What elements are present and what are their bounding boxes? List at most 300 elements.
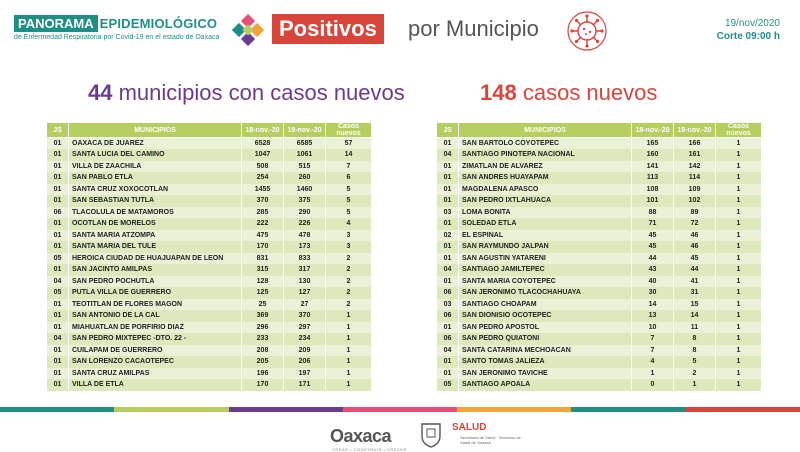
row-municipio: SAN PEDRO MIXTEPEC -DTO. 22 - <box>69 333 242 345</box>
row-18nov: 113 <box>632 172 674 184</box>
municipios-text: municipios con casos nuevos <box>118 80 405 105</box>
col-casos-nuevos: Casos nuevos <box>716 123 762 138</box>
row-18nov: 141 <box>632 161 674 173</box>
row-19nov: 833 <box>284 253 326 265</box>
row-19nov: 166 <box>674 138 716 150</box>
row-18nov: 40 <box>632 276 674 288</box>
row-19nov: 234 <box>284 333 326 345</box>
salud-logo: SALUD <box>452 422 487 433</box>
row-municipio: MAGDALENA APASCO <box>459 184 632 196</box>
row-casos-nuevos: 1 <box>326 368 372 380</box>
table-row <box>47 241 372 253</box>
row-18nov: 1 <box>632 368 674 380</box>
row-19nov: 114 <box>674 172 716 184</box>
oaxaca-tagline: CREAR • CONSTRUIR • CRECER <box>332 447 407 452</box>
por-municipio-label: por Municipio <box>408 16 539 41</box>
table-row <box>47 345 372 357</box>
row-municipio: EL ESPINAL <box>459 230 632 242</box>
table-row <box>437 253 762 265</box>
row-js: 06 <box>437 310 459 322</box>
row-casos-nuevos: 1 <box>326 310 372 322</box>
table-row <box>47 149 372 161</box>
row-municipio: SOLEDAD ETLA <box>459 218 632 230</box>
row-js: 01 <box>437 253 459 265</box>
table-row <box>437 322 762 334</box>
row-municipio: HEROICA CIUDAD DE HUAJUAPAN DE LEON <box>69 253 242 265</box>
brand-logo <box>14 15 219 41</box>
row-casos-nuevos: 1 <box>716 184 762 196</box>
row-casos-nuevos: 2 <box>326 276 372 288</box>
row-19nov: 297 <box>284 322 326 334</box>
table-row <box>47 138 372 150</box>
row-18nov: 71 <box>632 218 674 230</box>
row-19nov: 14 <box>674 310 716 322</box>
row-js: 05 <box>437 379 459 391</box>
row-18nov: 6528 <box>242 138 284 150</box>
table-row <box>437 345 762 357</box>
col-casos-nuevos: Casos nuevos <box>326 123 372 138</box>
row-municipio: SAN PEDRO POCHUTLA <box>69 276 242 288</box>
row-casos-nuevos: 1 <box>716 264 762 276</box>
table-row <box>47 264 372 276</box>
row-js: 04 <box>437 149 459 161</box>
row-19nov: 109 <box>674 184 716 196</box>
table-row <box>437 218 762 230</box>
table-row <box>437 241 762 253</box>
row-18nov: 108 <box>632 184 674 196</box>
row-js: 01 <box>437 322 459 334</box>
row-js: 01 <box>47 218 69 230</box>
table-row <box>47 276 372 288</box>
row-19nov: 72 <box>674 218 716 230</box>
col-19nov: 19-nov.-20 <box>284 123 326 138</box>
row-18nov: 369 <box>242 310 284 322</box>
row-casos-nuevos: 1 <box>716 161 762 173</box>
row-casos-nuevos: 1 <box>716 322 762 334</box>
table-row <box>437 184 762 196</box>
table-row <box>437 310 762 322</box>
row-municipio: SANTA CATARINA MECHOACAN <box>459 345 632 357</box>
row-casos-nuevos: 1 <box>716 368 762 380</box>
row-18nov: 508 <box>242 161 284 173</box>
row-19nov: 142 <box>674 161 716 173</box>
table-row <box>437 230 762 242</box>
row-19nov: 1 <box>674 379 716 391</box>
footer <box>0 412 800 452</box>
col-js: JS <box>437 123 459 138</box>
row-19nov: 171 <box>284 379 326 391</box>
left-table-body <box>47 138 372 391</box>
row-19nov: 1460 <box>284 184 326 196</box>
row-casos-nuevos: 1 <box>716 230 762 242</box>
row-js: 01 <box>47 172 69 184</box>
row-casos-nuevos: 5 <box>326 195 372 207</box>
table-row <box>47 195 372 207</box>
row-js: 01 <box>437 241 459 253</box>
row-18nov: 370 <box>242 195 284 207</box>
row-js: 01 <box>437 356 459 368</box>
row-casos-nuevos: 1 <box>716 149 762 161</box>
table-row <box>437 333 762 345</box>
row-municipio: SAN PEDRO APOSTOL <box>459 322 632 334</box>
row-js: 04 <box>437 345 459 357</box>
row-casos-nuevos: 1 <box>716 310 762 322</box>
row-19nov: 31 <box>674 287 716 299</box>
row-municipio: TEOTITLAN DE FLORES MAGON <box>69 299 242 311</box>
table-header-row <box>47 123 372 138</box>
row-js: 03 <box>437 207 459 219</box>
state-crest-icon <box>420 422 442 448</box>
table-row <box>47 379 372 391</box>
row-18nov: 88 <box>632 207 674 219</box>
row-19nov: 8 <box>674 345 716 357</box>
row-municipio: SAN JERONIMO TAVICHE <box>459 368 632 380</box>
row-casos-nuevos: 1 <box>716 253 762 265</box>
table-row <box>47 322 372 334</box>
row-casos-nuevos: 1 <box>716 138 762 150</box>
row-js: 01 <box>47 368 69 380</box>
colorful-cross-logo-icon <box>232 14 264 46</box>
left-municipios-table <box>46 122 372 391</box>
row-18nov: 43 <box>632 264 674 276</box>
row-19nov: 290 <box>284 207 326 219</box>
table-row <box>437 264 762 276</box>
row-18nov: 7 <box>632 333 674 345</box>
row-municipio: SAN JERONIMO TLACOCHAHUAYA <box>459 287 632 299</box>
row-municipio: SANTIAGO PINOTEPA NACIONAL <box>459 149 632 161</box>
row-casos-nuevos: 2 <box>326 299 372 311</box>
row-js: 01 <box>437 368 459 380</box>
row-js: 06 <box>47 207 69 219</box>
row-casos-nuevos: 1 <box>326 322 372 334</box>
row-js: 01 <box>47 241 69 253</box>
row-js: 01 <box>437 172 459 184</box>
row-municipio: VILLA DE ETLA <box>69 379 242 391</box>
headline-municipios <box>88 80 405 106</box>
row-js: 06 <box>437 333 459 345</box>
row-18nov: 30 <box>632 287 674 299</box>
row-19nov: 2 <box>674 368 716 380</box>
table-row <box>437 287 762 299</box>
row-casos-nuevos: 1 <box>716 345 762 357</box>
row-municipio: OAXACA DE JUAREZ <box>69 138 242 150</box>
table-row <box>437 195 762 207</box>
row-js: 02 <box>437 230 459 242</box>
right-table-body <box>437 138 762 391</box>
row-19nov: 478 <box>284 230 326 242</box>
row-municipio: SANTA MARIA ATZOMPA <box>69 230 242 242</box>
row-js: 01 <box>47 149 69 161</box>
table-row <box>47 356 372 368</box>
row-municipio: SAN PEDRO QUIATONI <box>459 333 632 345</box>
row-19nov: 46 <box>674 241 716 253</box>
cutoff-time: Corte 09:00 h <box>716 31 780 42</box>
table-row <box>437 356 762 368</box>
row-js: 05 <box>47 287 69 299</box>
row-19nov: 41 <box>674 276 716 288</box>
row-18nov: 196 <box>242 368 284 380</box>
row-19nov: 173 <box>284 241 326 253</box>
row-19nov: 1061 <box>284 149 326 161</box>
table-row <box>437 138 762 150</box>
table-row <box>437 276 762 288</box>
table-row <box>437 161 762 173</box>
table-row <box>437 149 762 161</box>
row-casos-nuevos: 1 <box>716 218 762 230</box>
row-19nov: 375 <box>284 195 326 207</box>
row-municipio: SANTA MARIA DEL TULE <box>69 241 242 253</box>
date-text: 19/nov/2020 <box>724 18 780 29</box>
row-18nov: 205 <box>242 356 284 368</box>
col-18nov: 18-nov.-20 <box>632 123 674 138</box>
row-js: 01 <box>47 299 69 311</box>
row-18nov: 233 <box>242 333 284 345</box>
row-19nov: 226 <box>284 218 326 230</box>
row-js: 01 <box>47 230 69 242</box>
row-municipio: SAN PABLO ETLA <box>69 172 242 184</box>
table-row <box>437 379 762 391</box>
row-18nov: 1047 <box>242 149 284 161</box>
table-row <box>437 172 762 184</box>
col-municipios: MUNICIPIOS <box>69 123 242 138</box>
col-19nov: 19-nov.-20 <box>674 123 716 138</box>
col-municipios: MUNICIPIOS <box>459 123 632 138</box>
row-casos-nuevos: 57 <box>326 138 372 150</box>
row-casos-nuevos: 7 <box>326 161 372 173</box>
row-municipio: SANTA CRUZ AMILPAS <box>69 368 242 380</box>
row-municipio: TLACOLULA DE MATAMOROS <box>69 207 242 219</box>
table-row <box>47 299 372 311</box>
row-municipio: SANTA LUCIA DEL CAMINO <box>69 149 242 161</box>
row-casos-nuevos: 1 <box>716 333 762 345</box>
row-19nov: 161 <box>674 149 716 161</box>
row-18nov: 128 <box>242 276 284 288</box>
table-row <box>47 218 372 230</box>
row-casos-nuevos: 1 <box>326 333 372 345</box>
row-18nov: 45 <box>632 230 674 242</box>
row-casos-nuevos: 1 <box>716 276 762 288</box>
table-row <box>47 287 372 299</box>
row-casos-nuevos: 14 <box>326 149 372 161</box>
row-casos-nuevos: 1 <box>716 379 762 391</box>
row-18nov: 831 <box>242 253 284 265</box>
row-js: 04 <box>47 276 69 288</box>
row-18nov: 296 <box>242 322 284 334</box>
row-js: 01 <box>47 379 69 391</box>
row-casos-nuevos: 2 <box>326 287 372 299</box>
row-municipio: SAN ANTONIO DE LA CAL <box>69 310 242 322</box>
col-js: JS <box>47 123 69 138</box>
row-municipio: SANTIAGO CHOAPAM <box>459 299 632 311</box>
row-19nov: 89 <box>674 207 716 219</box>
table-row <box>47 184 372 196</box>
row-19nov: 5 <box>674 356 716 368</box>
table-row <box>437 207 762 219</box>
row-js: 01 <box>47 310 69 322</box>
row-18nov: 44 <box>632 253 674 265</box>
row-js: 05 <box>47 253 69 265</box>
row-18nov: 208 <box>242 345 284 357</box>
row-19nov: 6585 <box>284 138 326 150</box>
row-casos-nuevos: 1 <box>716 207 762 219</box>
row-js: 01 <box>47 345 69 357</box>
row-19nov: 102 <box>674 195 716 207</box>
row-18nov: 0 <box>632 379 674 391</box>
casos-count: 148 <box>480 80 517 105</box>
table-row <box>437 368 762 380</box>
row-js: 01 <box>437 276 459 288</box>
row-js: 01 <box>437 161 459 173</box>
row-casos-nuevos: 1 <box>326 345 372 357</box>
row-js: 04 <box>47 333 69 345</box>
col-18nov: 18-nov.-20 <box>242 123 284 138</box>
row-18nov: 101 <box>632 195 674 207</box>
row-js: 01 <box>47 184 69 196</box>
row-municipio: SAN PEDRO IXTLAHUACA <box>459 195 632 207</box>
row-casos-nuevos: 1 <box>326 379 372 391</box>
right-municipios-table <box>436 122 762 391</box>
row-casos-nuevos: 1 <box>716 299 762 311</box>
row-19nov: 515 <box>284 161 326 173</box>
row-municipio: SAN ANDRES HUAYAPAM <box>459 172 632 184</box>
row-casos-nuevos: 1 <box>716 287 762 299</box>
row-18nov: 315 <box>242 264 284 276</box>
row-19nov: 11 <box>674 322 716 334</box>
row-18nov: 475 <box>242 230 284 242</box>
row-19nov: 130 <box>284 276 326 288</box>
row-js: 01 <box>47 195 69 207</box>
row-js: 01 <box>47 356 69 368</box>
row-municipio: SANTA MARIA COYOTEPEC <box>459 276 632 288</box>
table-row <box>47 368 372 380</box>
row-municipio: ZIMATLAN DE ALVAREZ <box>459 161 632 173</box>
row-js: 04 <box>437 264 459 276</box>
row-js: 01 <box>47 264 69 276</box>
table-row <box>47 310 372 322</box>
row-js: 06 <box>437 287 459 299</box>
row-js: 01 <box>437 138 459 150</box>
row-municipio: PUTLA VILLA DE GUERRERO <box>69 287 242 299</box>
row-js: 01 <box>47 161 69 173</box>
casos-text: casos nuevos <box>522 80 658 105</box>
row-19nov: 197 <box>284 368 326 380</box>
row-18nov: 1455 <box>242 184 284 196</box>
row-19nov: 45 <box>674 253 716 265</box>
table-row <box>47 161 372 173</box>
row-municipio: SAN JACINTO AMILPAS <box>69 264 242 276</box>
row-casos-nuevos: 2 <box>326 264 372 276</box>
row-19nov: 44 <box>674 264 716 276</box>
row-js: 01 <box>437 218 459 230</box>
brand-panorama: PANORAMA <box>14 15 98 32</box>
row-18nov: 160 <box>632 149 674 161</box>
row-19nov: 27 <box>284 299 326 311</box>
brand-subtitle: de Enfermedad Respiratoria por Covid-19 en el estado de Oaxaca <box>14 34 220 41</box>
table-row <box>47 207 372 219</box>
row-casos-nuevos: 2 <box>326 253 372 265</box>
row-municipio: CUILAPAM DE GUERRERO <box>69 345 242 357</box>
report-date <box>717 17 780 43</box>
oaxaca-logo: Oaxaca <box>330 426 392 446</box>
row-18nov: 13 <box>632 310 674 322</box>
table-row <box>47 230 372 242</box>
row-js: 01 <box>47 138 69 150</box>
row-19nov: 370 <box>284 310 326 322</box>
row-municipio: SANTIAGO JAMILTEPEC <box>459 264 632 276</box>
virus-icon <box>566 10 608 52</box>
row-18nov: 125 <box>242 287 284 299</box>
row-19nov: 127 <box>284 287 326 299</box>
table-header-row <box>437 123 762 138</box>
row-18nov: 4 <box>632 356 674 368</box>
row-municipio: SAN SEBASTIAN TUTLA <box>69 195 242 207</box>
headline-casos <box>480 80 657 106</box>
table-row <box>47 172 372 184</box>
row-18nov: 14 <box>632 299 674 311</box>
row-19nov: 209 <box>284 345 326 357</box>
row-18nov: 165 <box>632 138 674 150</box>
table-row <box>47 253 372 265</box>
row-18nov: 254 <box>242 172 284 184</box>
row-js: 03 <box>437 299 459 311</box>
row-casos-nuevos: 1 <box>326 356 372 368</box>
brand-epidemiologico: EPIDEMIOLÓGICO <box>99 16 218 31</box>
row-municipio: SAN DIONISIO OCOTEPEC <box>459 310 632 322</box>
row-18nov: 222 <box>242 218 284 230</box>
row-municipio: MIAHUATLAN DE PORFIRIO DIAZ <box>69 322 242 334</box>
row-18nov: 10 <box>632 322 674 334</box>
row-casos-nuevos: 1 <box>716 195 762 207</box>
row-municipio: VILLA DE ZAACHILA <box>69 161 242 173</box>
row-18nov: 170 <box>242 241 284 253</box>
row-municipio: OCOTLAN DE MORELOS <box>69 218 242 230</box>
row-19nov: 317 <box>284 264 326 276</box>
row-casos-nuevos: 5 <box>326 207 372 219</box>
row-19nov: 46 <box>674 230 716 242</box>
header <box>0 0 800 66</box>
table-row <box>47 333 372 345</box>
row-casos-nuevos: 1 <box>716 356 762 368</box>
row-municipio: SAN LORENZO CACAOTEPEC <box>69 356 242 368</box>
row-js: 01 <box>437 195 459 207</box>
row-casos-nuevos: 3 <box>326 230 372 242</box>
row-19nov: 206 <box>284 356 326 368</box>
row-18nov: 45 <box>632 241 674 253</box>
row-municipio: SAN RAYMUNDO JALPAN <box>459 241 632 253</box>
positivos-label: Positivos <box>272 14 384 44</box>
row-casos-nuevos: 4 <box>326 218 372 230</box>
table-row <box>437 299 762 311</box>
row-js: 01 <box>437 184 459 196</box>
row-municipio: SANTO TOMAS JALIEZA <box>459 356 632 368</box>
row-municipio: SAN AGUSTIN YATARENI <box>459 253 632 265</box>
row-18nov: 7 <box>632 345 674 357</box>
row-casos-nuevos: 3 <box>326 241 372 253</box>
row-casos-nuevos: 1 <box>716 241 762 253</box>
row-18nov: 170 <box>242 379 284 391</box>
row-municipio: LOMA BONITA <box>459 207 632 219</box>
row-municipio: SAN BARTOLO COYOTEPEC <box>459 138 632 150</box>
row-18nov: 285 <box>242 207 284 219</box>
row-19nov: 8 <box>674 333 716 345</box>
row-casos-nuevos: 5 <box>326 184 372 196</box>
row-19nov: 260 <box>284 172 326 184</box>
row-19nov: 15 <box>674 299 716 311</box>
row-municipio: SANTA CRUZ XOXOCOTLAN <box>69 184 242 196</box>
row-municipio: SANTIAGO APOALA <box>459 379 632 391</box>
row-casos-nuevos: 1 <box>716 172 762 184</box>
row-js: 01 <box>47 322 69 334</box>
